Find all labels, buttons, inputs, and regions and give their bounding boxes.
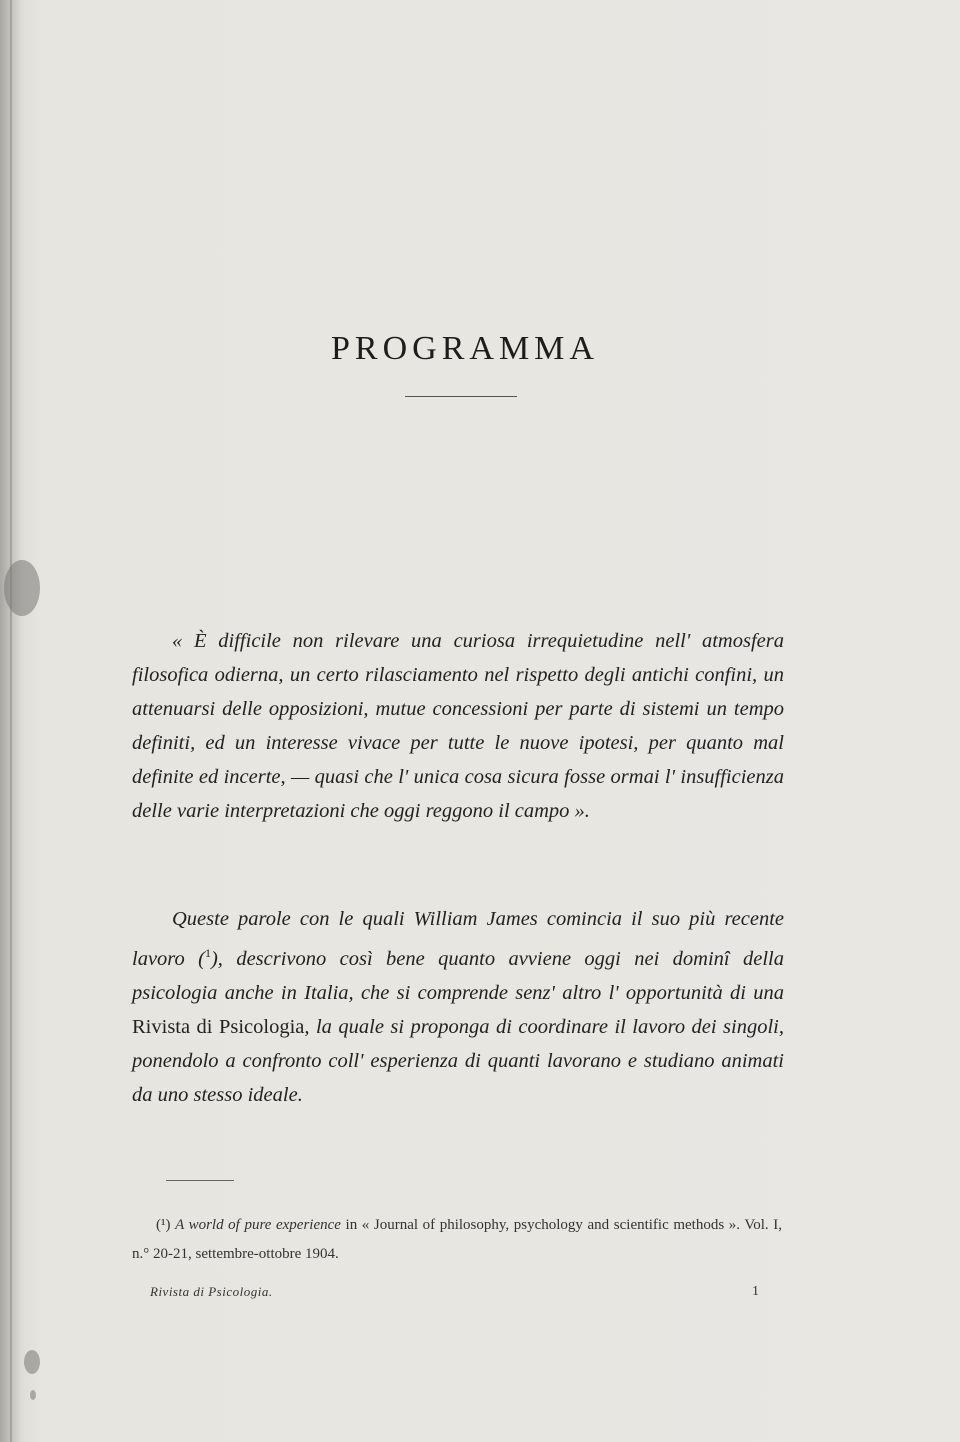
footnote-reference: 1 xyxy=(204,946,211,960)
paragraph-quote xyxy=(132,624,784,828)
paragraph-quote-text: « È difficile non rilevare una curiosa irrequietudine nell' atmosfera filosofica odierna, un certo rilasciamento nel rispetto degli antichi confini, un attenuarsi delle opposizioni, mutue concessioni per parte di sistemi un tempo definiti, ed un interesse vivace per tutte le nuove ipotesi, per quanto mal definite ed incerte, — quasi che l' unica cosa sicura fosse ormai l' insufficienza delle varie interpretazioni che oggi reggono il campo ». xyxy=(132,630,784,822)
paragraph-body-part3: , la quale si proponga di coordinare il lavoro dei singoli, ponendolo a confronto coll' esperienza di quanti lavorano e studiano animati da uno stesso ideale. xyxy=(132,1016,784,1106)
ink-smudge xyxy=(30,1390,36,1400)
paragraph-body-part1: Queste parole con le quali William James comincia il suo più recente lavoro ( xyxy=(132,908,784,970)
footnote-text xyxy=(132,1211,782,1269)
footnote-divider xyxy=(166,1180,234,1181)
title-divider xyxy=(405,396,517,397)
footnote-marker: (¹) xyxy=(156,1217,171,1233)
paragraph-body xyxy=(132,902,784,1112)
ink-smudge xyxy=(4,560,40,616)
binding-edge xyxy=(10,0,12,1442)
running-footer: Rivista di Psicologia. xyxy=(150,1284,273,1299)
footnote-work-title: A world of pure experience xyxy=(175,1217,341,1233)
ink-smudge xyxy=(24,1350,40,1374)
page-number: 1 xyxy=(752,1284,759,1299)
journal-name: Rivista di Psicologia xyxy=(132,1016,305,1038)
paragraph-body-part2: ), descrivono così bene quanto avviene oggi nei dominî della psicologia anche in Italia, che si comprende senz' altro l' opportunità di una xyxy=(132,948,784,1004)
paragraph-body-text xyxy=(132,902,784,1112)
page-title: PROGRAMMA xyxy=(331,330,599,367)
footnote-citation: in « Journal of philosophy, psychology and scientific methods ». Vol. I, n.° 20-21, settembre-ottobre 1904. xyxy=(132,1217,782,1262)
footnote xyxy=(132,1211,782,1269)
